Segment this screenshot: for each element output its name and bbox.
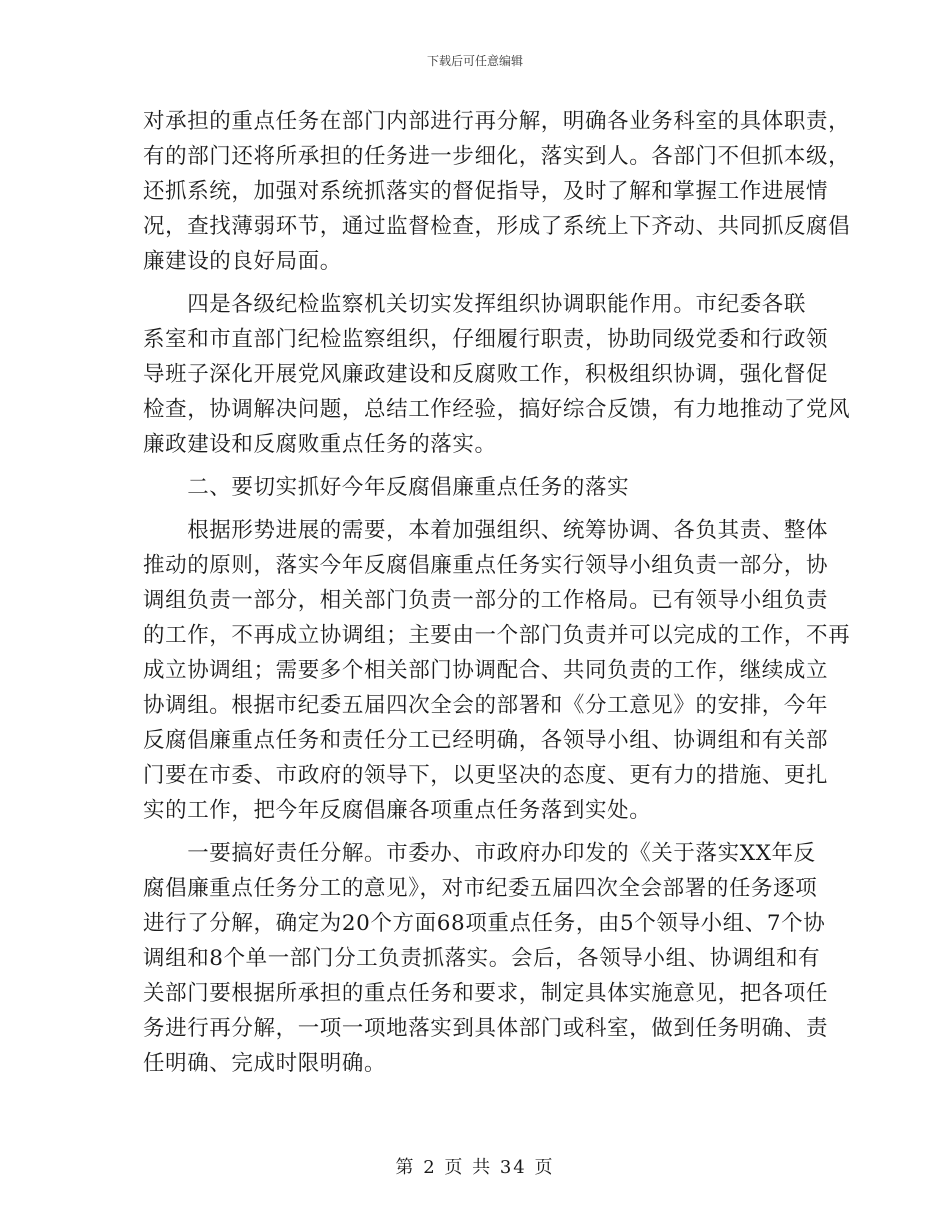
text-line: 根据形势进展的需要，本着加强组织、统筹协调、各负其责、整体 — [143, 518, 829, 543]
text-line: 腐倡廉重点任务分工的意见》，对市纪委五届四次全会部署的任务逐项 — [143, 876, 818, 901]
text-line: 二、要切实抓好今年反腐倡廉重点任务的落实 — [143, 475, 630, 500]
text-line: 实的工作，把今年反腐倡廉各项重点任务落到实处。 — [143, 798, 652, 823]
text-line: 还抓系统，加强对系统抓落实的督促指导，及时了解和掌握工作进展情 — [143, 179, 829, 204]
text-line: 调组和8个单一部门分工负责抓落实。会后，各领导小组、协调组和有 — [143, 946, 821, 971]
text-line: 调组负责一部分，相关部门负责一部分的工作格局。已有领导小组负责 — [143, 588, 829, 613]
text-line: 导班子深化开展党风廉政建设和反腐败工作，积极组织协调，强化督促 — [143, 362, 829, 387]
text-line: 推动的原则，落实今年反腐倡廉重点任务实行领导小组负责一部分，协 — [143, 553, 829, 578]
text-line: 廉建设的良好局面。 — [143, 249, 342, 274]
text-line: 进行了分解，确定为20个方面68项重点任务，由5个领导小组、7个协 — [143, 911, 826, 936]
paragraph — [143, 104, 851, 279]
text-line: 有的部门还将所承担的任务进一步细化，落实到人。各部门不但抓本级， — [143, 144, 851, 169]
text-line: 反腐倡廉重点任务和责任分工已经明确，各领导小组、协调组和有关部 — [143, 728, 829, 753]
paragraph — [143, 836, 829, 1081]
text-line: 四是各级纪检监察机关切实发挥组织协调职能作用。市纪委各联 — [143, 292, 807, 317]
text-line: 的工作，不再成立协调组；主要由一个部门负责并可以完成的工作，不再 — [143, 623, 851, 648]
text-line: 关部门要根据所承担的重点任务和要求，制定具体实施意见，把各项任 — [143, 981, 829, 1006]
section-heading — [143, 470, 813, 505]
text-line: 任明确、完成时限明确。 — [143, 1051, 387, 1076]
text-line: 系室和市直部门纪检监察组织，仔细履行职责，协助同级党委和行政领 — [143, 327, 829, 352]
text-line: 门要在市委、市政府的领导下，以更坚决的态度、更有力的措施、更扎 — [143, 763, 829, 788]
page-header-note: 下载后可任意编辑 — [426, 54, 523, 68]
text-line: 检查，协调解决问题，总结工作经验，搞好综合反馈，有力地推动了党风 — [143, 397, 851, 422]
text-line: 一要搞好责任分解。市委办、市政府办印发的《关于落实XX年反 — [143, 841, 816, 866]
paragraph — [143, 513, 851, 828]
page-number-footer: 第 2 页 共 34 页 — [395, 1157, 555, 1178]
text-line: 对承担的重点任务在部门内部进行再分解，明确各业务科室的具体职责， — [143, 109, 851, 134]
text-line: 况，查找薄弱环节，通过监督检查，形成了系统上下齐动、共同抓反腐倡 — [143, 214, 851, 239]
text-line: 协调组。根据市纪委五届四次全会的部署和《分工意见》的安排，今年 — [143, 693, 829, 718]
text-line: 廉政建设和反腐败重点任务的落实。 — [143, 432, 497, 457]
paragraph — [143, 287, 851, 462]
text-line: 务进行再分解，一项一项地落实到具体部门或科室，做到任务明确、责 — [143, 1016, 829, 1041]
text-line: 成立协调组；需要多个相关部门协调配合、共同负责的工作，继续成立 — [143, 658, 829, 683]
document-body — [143, 104, 851, 1081]
